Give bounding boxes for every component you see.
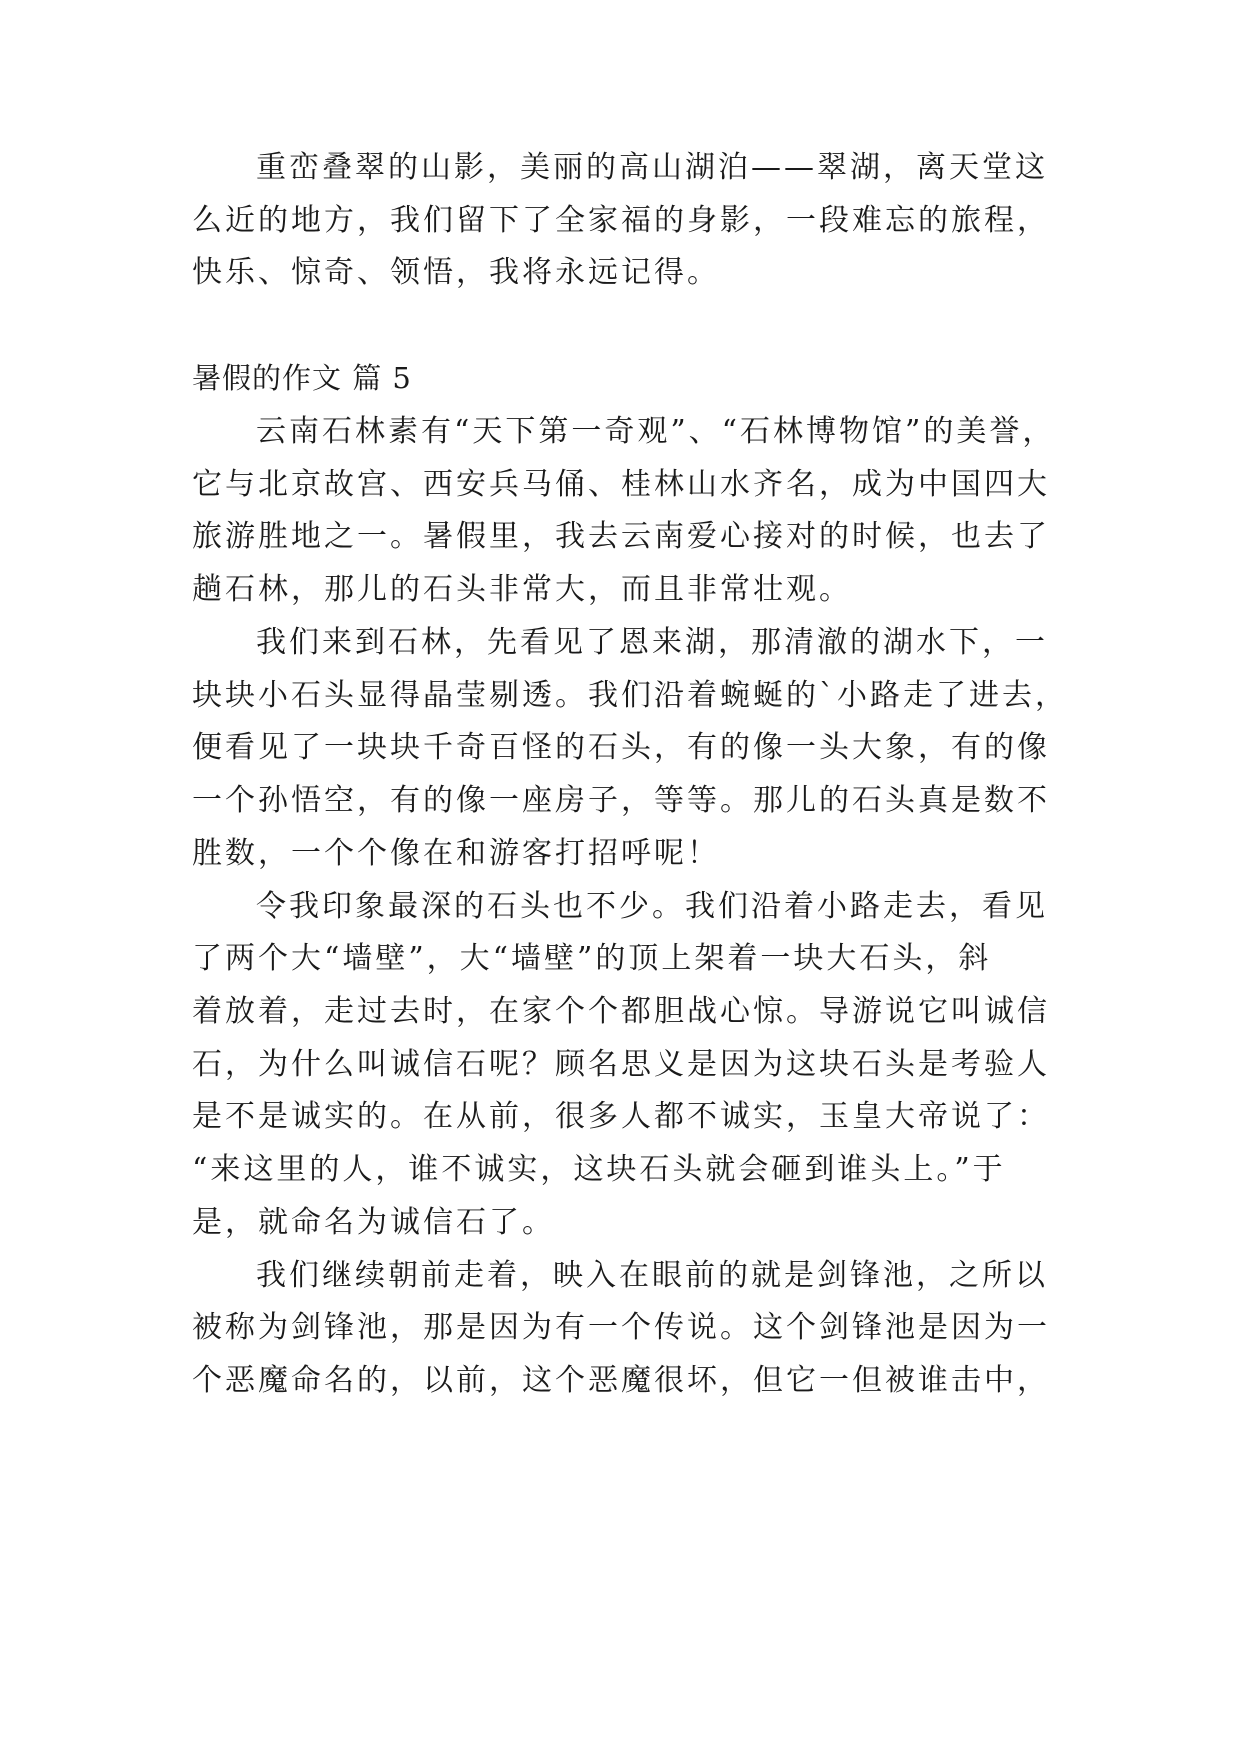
paragraph-line: 我们继续朝前走着，映入在眼前的就是剑锋池，之所以 [256,1258,1048,1293]
paragraph-line: 便看见了一块块千奇百怪的石头，有的像一头大象，有的像 [192,730,1050,765]
paragraph-line: 趟石林，那儿的石头非常大，而且非常壮观。 [192,572,852,607]
paragraph-line: 是，就命名为诚信石了。 [192,1205,555,1240]
paragraph-line: 是不是诚实的。在从前，很多人都不诚实，玉皇大帝说了： [192,1099,1050,1134]
paragraph-line: 我们来到石林，先看见了恩来湖，那清澈的湖水下，一 [256,625,1048,660]
paragraph-line: 胜数，一个个像在和游客打招呼呢！ [192,836,720,871]
paragraph-line: 快乐、惊奇、领悟，我将永远记得。 [192,255,720,290]
paragraph-line: 云南石林素有“天下第一奇观”、“石林博物馆”的美誉， [256,414,1056,449]
paragraph-line: 么近的地方，我们留下了全家福的身影，一段难忘的旅程， [192,203,1050,238]
paragraph-line: 令我印象最深的石头也不少。我们沿着小路走去，看见 [256,889,1048,924]
paragraph-line: 它与北京故宫、西安兵马俑、桂林山水齐名，成为中国四大 [192,467,1050,502]
paragraph-line: 一个孙悟空，有的像一座房子，等等。那儿的石头真是数不 [192,783,1050,818]
paragraph-line: 被称为剑锋池，那是因为有一个传说。这个剑锋池是因为一 [192,1310,1050,1345]
section-heading: 暑假的作文 篇 5 [192,361,412,395]
paragraph-line: 石，为什么叫诚信石呢？顾名思义是因为这块石头是考验人 [192,1047,1050,1082]
paragraph-line: 个恶魔命名的，以前，这个恶魔很坏，但它一但被谁击中， [192,1363,1050,1398]
paragraph-line: 重峦叠翠的山影，美丽的高山湖泊——翠湖，离天堂这 [256,150,1048,185]
paragraph-line: 块块小石头显得晶莹剔透。我们沿着蜿蜒的`小路走了进去， [192,678,1068,713]
paragraph-line: 着放着，走过去时，在家个个都胆战心惊。导游说它叫诚信 [192,994,1050,1029]
paragraph-line: “来这里的人，谁不诚实，这块石头就会砸到谁头上。”于 [192,1152,1006,1187]
paragraph-line: 了两个大“墙壁”，大“墙壁”的顶上架着一块大石头，斜 [192,941,992,976]
paragraph-line: 旅游胜地之一。暑假里，我去云南爱心接对的时候，也去了 [192,519,1050,554]
